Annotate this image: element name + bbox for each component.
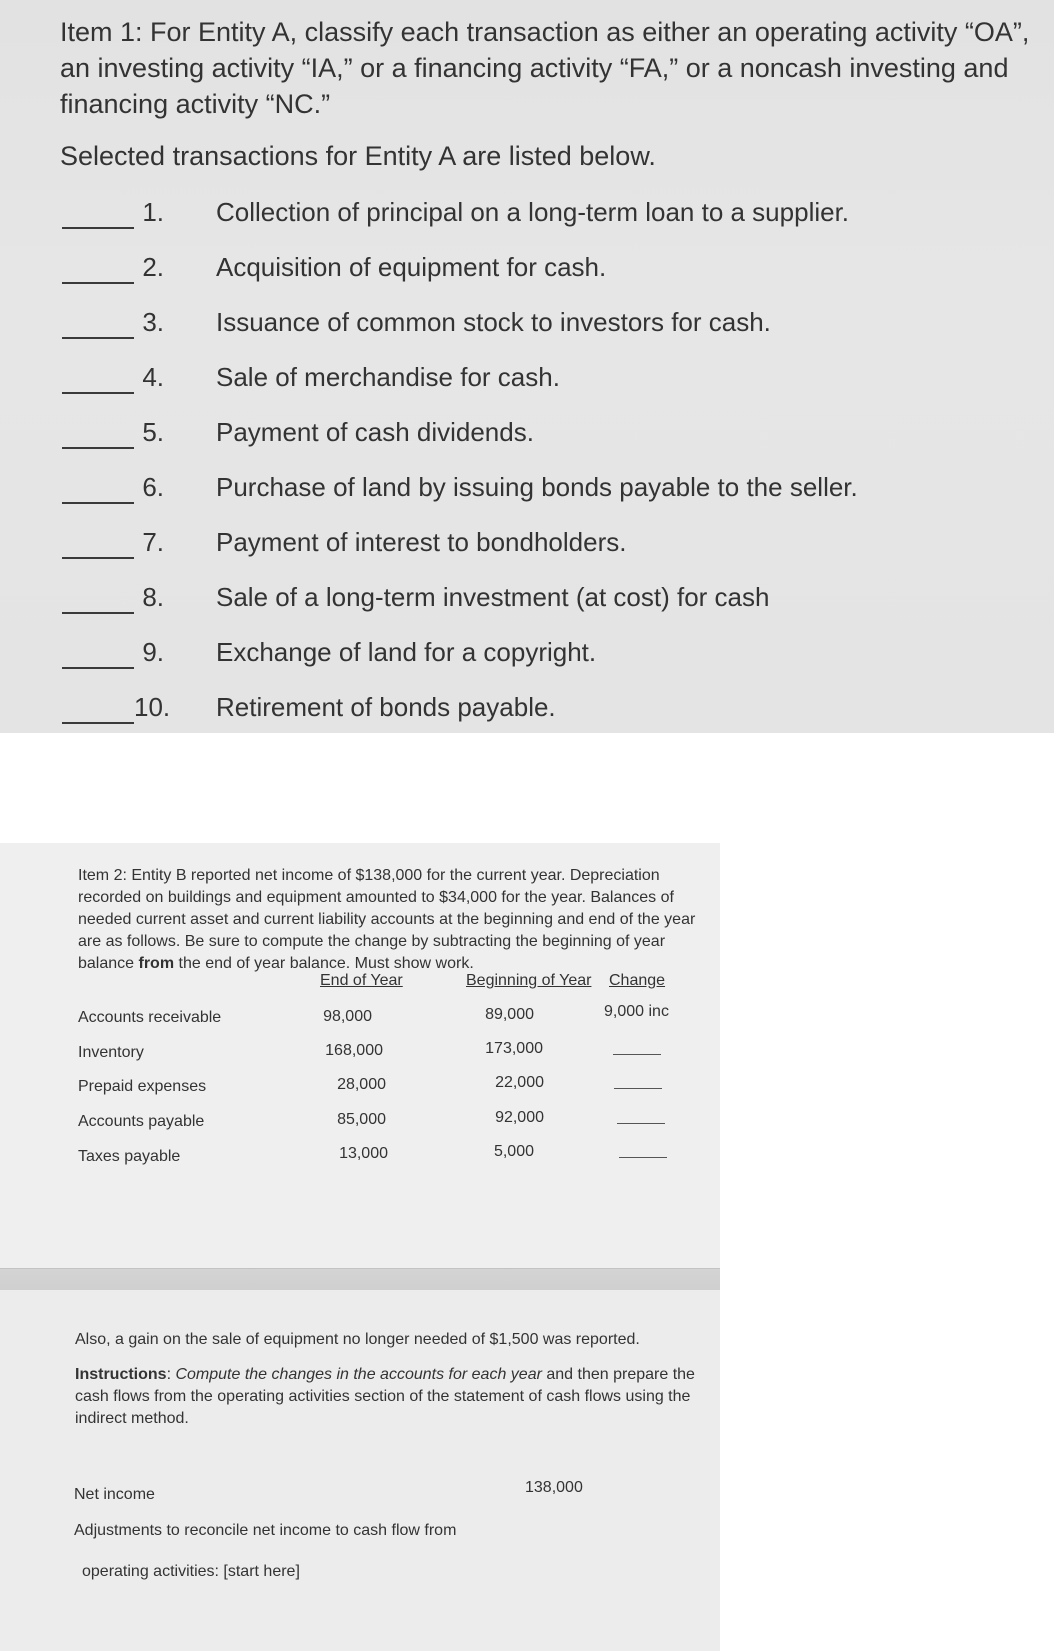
transaction-number: 7. bbox=[142, 527, 164, 557]
instructions-colon: : bbox=[166, 1366, 172, 1383]
answer-blank[interactable] bbox=[62, 447, 134, 449]
transaction-number: 1. bbox=[142, 197, 164, 227]
transaction-number: 9. bbox=[142, 637, 164, 667]
beginning-balance: 89,000 bbox=[485, 1006, 534, 1023]
gain-note: Also, a gain on the sale of equipment no longer needed of $1,500 was reported. bbox=[75, 1331, 640, 1348]
net-income-label: Net income bbox=[74, 1486, 155, 1503]
section-divider bbox=[0, 1268, 720, 1292]
transaction-text: Exchange of land for a copyright. bbox=[216, 637, 597, 667]
account-label: Taxes payable bbox=[78, 1148, 181, 1165]
account-label: Accounts receivable bbox=[78, 1009, 222, 1026]
answer-blank[interactable] bbox=[62, 392, 134, 394]
item2-description bbox=[78, 865, 708, 975]
transaction-number: 8. bbox=[142, 582, 164, 612]
item2-description-text-end: the end of year balance. Must show work. bbox=[178, 955, 474, 972]
item2-problem-panel bbox=[0, 843, 720, 1268]
answer-blank[interactable] bbox=[62, 612, 134, 614]
transaction-text: Acquisition of equipment for cash. bbox=[216, 252, 607, 282]
change-blank[interactable] bbox=[614, 1088, 662, 1089]
transaction-text: Collection of principal on a long-term loan to a supplier. bbox=[216, 197, 850, 227]
change-blank[interactable] bbox=[619, 1157, 667, 1158]
item1-section bbox=[0, 0, 1054, 733]
item1-heading: Item 1: For Entity A, classify each transaction as either an operating activity “OA”, an investing activity “IA,” or a financing activity “FA,” or a noncash investing and financing activity “NC.” bbox=[60, 17, 1030, 119]
item1-intro: Selected transactions for Entity A are listed below. bbox=[60, 141, 656, 171]
transaction-number: 2. bbox=[142, 252, 164, 282]
instructions-text: and then prepare the cash flows from the operating activities section of the statement of cash flows using the indirect method. bbox=[75, 1366, 695, 1427]
transaction-row bbox=[0, 197, 1054, 237]
column-header-change: Change bbox=[609, 972, 666, 989]
change-blank[interactable] bbox=[617, 1123, 665, 1124]
transaction-row bbox=[0, 362, 1054, 402]
transaction-text: Sale of merchandise for cash. bbox=[216, 362, 560, 392]
transaction-row bbox=[0, 582, 1054, 622]
transaction-list bbox=[0, 0, 1054, 733]
transaction-text: Purchase of land by issuing bonds payable to the seller. bbox=[216, 472, 858, 502]
column-header-end: End of Year bbox=[320, 972, 403, 989]
item2-section bbox=[0, 843, 720, 1651]
change-value: 9,000 inc bbox=[604, 1003, 669, 1020]
end-balance: 168,000 bbox=[325, 1042, 383, 1059]
beginning-balance: 92,000 bbox=[495, 1109, 544, 1126]
answer-blank[interactable] bbox=[62, 557, 134, 559]
answer-blank[interactable] bbox=[62, 282, 134, 284]
account-label: Accounts payable bbox=[78, 1113, 205, 1130]
transaction-row bbox=[0, 417, 1054, 457]
beginning-balance: 173,000 bbox=[485, 1040, 543, 1057]
instructions bbox=[75, 1364, 715, 1430]
transaction-text: Payment of cash dividends. bbox=[216, 417, 534, 447]
beginning-balance: 5,000 bbox=[493, 1143, 534, 1160]
transaction-number: 4. bbox=[142, 362, 164, 392]
transaction-number: 3. bbox=[142, 307, 164, 337]
net-income-value: 138,000 bbox=[525, 1479, 583, 1496]
column-header-beginning: Beginning of Year bbox=[466, 972, 592, 989]
transaction-row bbox=[0, 472, 1054, 512]
change-blank[interactable] bbox=[613, 1054, 661, 1055]
operating-activities-label[interactable]: operating activities: [start here] bbox=[82, 1563, 300, 1580]
transaction-row bbox=[0, 692, 1054, 732]
transaction-number: 10. bbox=[134, 692, 171, 722]
instructions-label: Instructions bbox=[75, 1366, 167, 1383]
account-label: Inventory bbox=[78, 1044, 144, 1061]
transaction-row bbox=[0, 307, 1054, 347]
answer-blank[interactable] bbox=[62, 502, 134, 504]
transaction-text: Payment of interest to bondholders. bbox=[216, 527, 627, 557]
account-label: Prepaid expenses bbox=[78, 1078, 207, 1095]
instructions-emphasis: Compute the changes in the accounts for each year bbox=[175, 1366, 542, 1383]
answer-blank[interactable] bbox=[62, 337, 134, 339]
beginning-balance: 22,000 bbox=[495, 1074, 544, 1091]
item2-description-text: Item 2: Entity B reported net income of $138,000 for the current year. Depreciation recorded on buildings and equipment amounted to $34,000 for the year. Balances of needed current asset and current liability accounts at the beginning and end of the year are as follows. Be sure to compute the change by subtracting the beginning of year balance bbox=[78, 867, 696, 972]
transaction-row bbox=[0, 252, 1054, 292]
transaction-text: Sale of a long-term investment (at cost) for cash bbox=[216, 582, 770, 612]
transaction-number: 6. bbox=[142, 472, 164, 502]
end-balance: 13,000 bbox=[339, 1145, 388, 1162]
end-balance: 98,000 bbox=[323, 1008, 372, 1025]
transaction-row bbox=[0, 527, 1054, 567]
answer-blank[interactable] bbox=[62, 227, 134, 229]
transaction-number: 5. bbox=[142, 417, 164, 447]
end-balance: 28,000 bbox=[337, 1076, 386, 1093]
item2-instructions-panel bbox=[0, 1290, 720, 1651]
transaction-text: Retirement of bonds payable. bbox=[216, 692, 556, 722]
adjustments-label: Adjustments to reconcile net income to cash flow from bbox=[74, 1522, 457, 1539]
answer-blank[interactable] bbox=[62, 667, 134, 669]
transaction-row bbox=[0, 637, 1054, 677]
transaction-text: Issuance of common stock to investors for cash. bbox=[216, 307, 771, 337]
item2-description-emphasis: from bbox=[138, 955, 175, 972]
end-balance: 85,000 bbox=[337, 1111, 386, 1128]
answer-blank[interactable] bbox=[62, 722, 134, 724]
